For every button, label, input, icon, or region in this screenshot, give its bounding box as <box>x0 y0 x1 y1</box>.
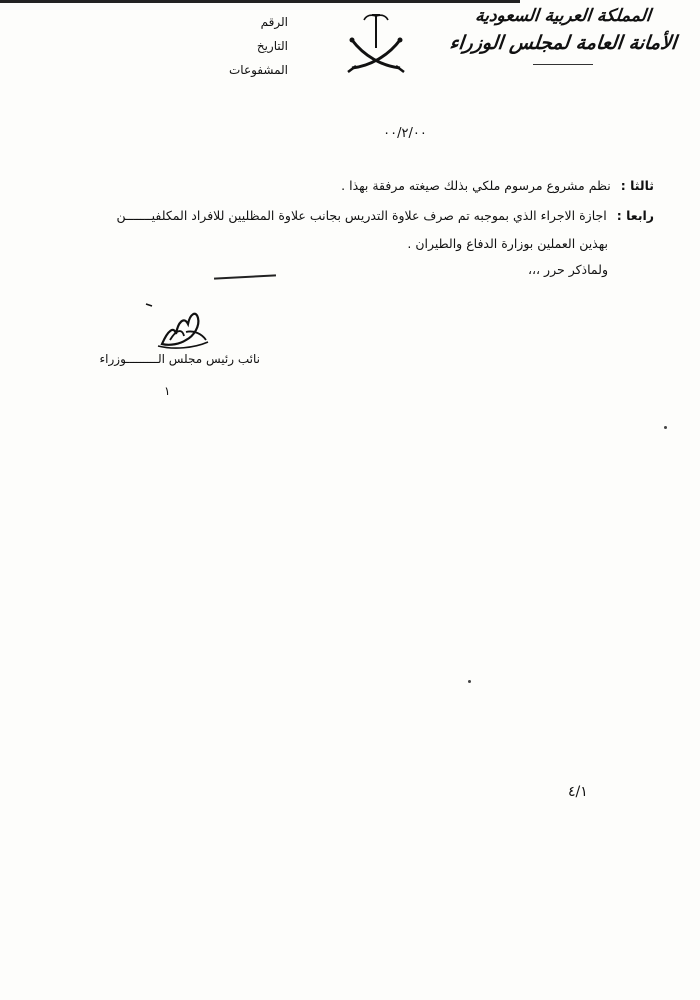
attachments-label: المشفوعات <box>228 63 288 77</box>
clause-fourth-continuation: بهذين العملين بوزارة الدفاع والطيران . <box>407 236 608 251</box>
clause-third-label: ثالثا : <box>620 178 654 193</box>
letterhead-underline <box>533 64 593 65</box>
clause-fourth-text: اجازة الاجراء الذي بموجبه تم صرف علاوة التدريس بجانب علاوة المظليين للافراد المكلفيـــــــن <box>116 208 607 223</box>
date-label: التاريخ <box>256 39 288 53</box>
clause-third-text: نظم مشروع مرسوم ملكي بذلك صيغته مرفقة بهذا . <box>341 178 611 193</box>
clause-third <box>134 176 654 196</box>
handwritten-signature <box>140 300 220 360</box>
letterhead <box>448 4 678 65</box>
kingdom-title: المملكة العربية السعودية <box>474 6 652 26</box>
signature-mark: ١ <box>164 384 171 398</box>
signatory-title: نائب رئيس مجلس الـــــــــوزراء <box>99 352 260 366</box>
number-label: الرقم <box>260 15 288 29</box>
clause-fourth-label: رابعا : <box>616 208 654 223</box>
page-number: ٤/١ <box>568 784 588 800</box>
reference-date: ۰۰/۲/۰۰ <box>383 126 427 141</box>
reference-fields <box>178 10 288 82</box>
handwritten-stroke <box>214 274 276 279</box>
clause-fourth <box>14 206 654 226</box>
top-scan-edge <box>0 0 520 3</box>
palm-swords-emblem-icon <box>344 10 408 76</box>
closing-line: ولماذكر حرر ،،، <box>527 262 608 277</box>
secretariat-title: الأمانة العامة لمجلس الوزراء <box>448 32 678 54</box>
scan-speck <box>468 680 471 683</box>
scan-speck <box>664 426 667 429</box>
